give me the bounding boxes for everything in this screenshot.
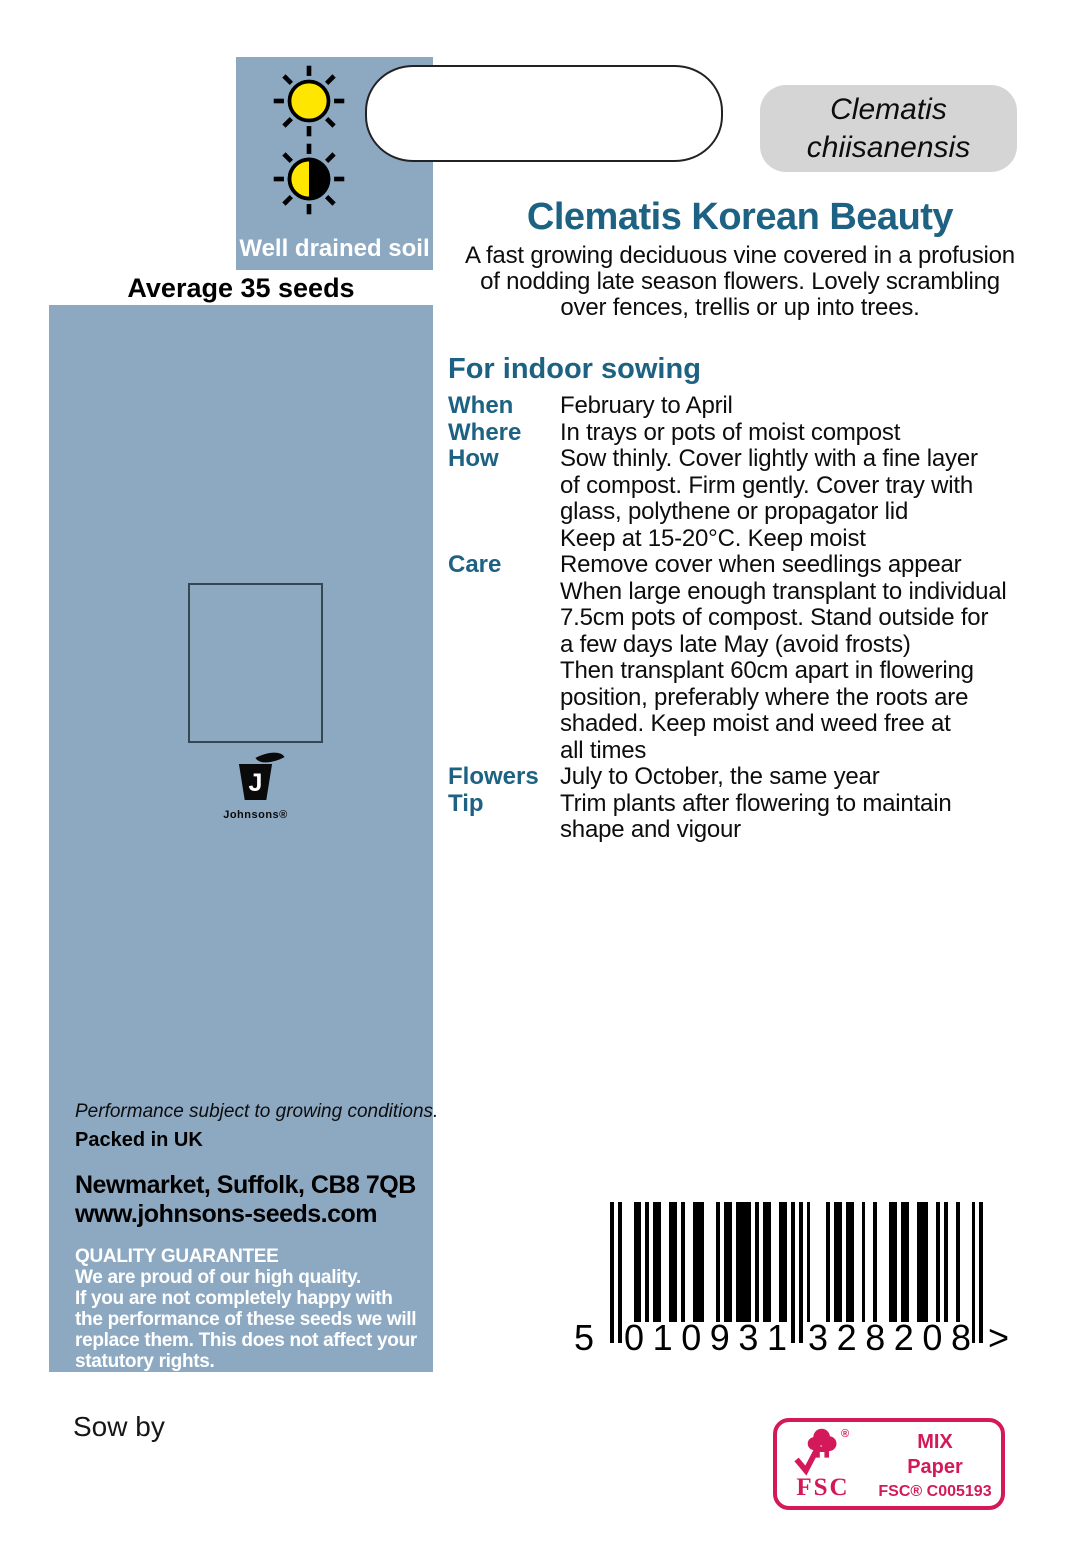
info-line: When large enough transplant to individual <box>560 577 1007 605</box>
info-value <box>560 791 1058 844</box>
info-row <box>448 552 1058 764</box>
description <box>440 243 1040 321</box>
barcode-digit: 2 <box>893 1317 914 1358</box>
info-line: Remove cover when seedlings appear <box>560 551 962 578</box>
barcode-bar <box>645 1202 649 1322</box>
barcode-bar <box>799 1202 803 1343</box>
barcode-bar <box>755 1202 759 1322</box>
info-line: shaded. Keep moist and weed free at <box>560 710 951 737</box>
barcode-digits-right <box>808 1318 971 1358</box>
barcode-bar <box>673 1202 677 1322</box>
barcode-suffix: > <box>988 1317 1010 1358</box>
barcode-bar <box>924 1202 928 1322</box>
info-row <box>448 791 1058 844</box>
info-label: Flowers <box>448 763 539 790</box>
info-line: July to October, the same year <box>560 763 880 790</box>
description-line: A fast growing deciduous vine covered in a profusion <box>465 242 1015 269</box>
species-name-box <box>760 85 1017 172</box>
info-value <box>560 393 1058 420</box>
barcode-digit: 2 <box>836 1317 857 1358</box>
info-line: a few days late May (avoid frosts) <box>560 630 911 658</box>
johnsons-initial: J <box>248 769 263 797</box>
barcode-digit: 9 <box>709 1317 730 1358</box>
full-sun-icon <box>270 62 348 140</box>
johnsons-pot-icon <box>238 760 274 800</box>
info-line: 7.5cm pots of compost. Stand outside for <box>560 604 989 631</box>
barcode-bar <box>681 1202 685 1322</box>
sowing-section-heading: For indoor sowing <box>448 353 701 385</box>
quality-line: statutory rights. <box>75 1351 215 1372</box>
barcode-bar <box>850 1202 854 1322</box>
info-value <box>560 552 1058 764</box>
fsc-tree-check-icon <box>791 1426 843 1478</box>
flower-photo-large <box>49 57 236 270</box>
info-label: Tip <box>448 789 484 817</box>
description-line: over fences, trellis or up into trees. <box>560 294 920 321</box>
performance-note: Performance subject to growing conditions. <box>75 1101 439 1122</box>
flower-photo-small <box>188 583 323 743</box>
info-line: Keep at 15-20°C. Keep moist <box>560 524 866 552</box>
barcode-bar <box>618 1202 622 1343</box>
fsc-mark <box>777 1422 869 1506</box>
info-line: February to April <box>560 392 733 419</box>
website-url: www.johnsons-seeds.com <box>75 1200 378 1228</box>
info-line: Then transplant 60cm apart in flowering <box>560 657 974 684</box>
soil-label: Well drained soil <box>239 235 430 262</box>
barcode-digit: 3 <box>808 1317 829 1358</box>
barcode-bar <box>826 1202 830 1322</box>
info-value <box>560 764 1058 791</box>
barcode <box>574 1202 1010 1362</box>
fsc-registered-mark: ® <box>841 1428 850 1440</box>
johnsons-brand-name: Johnsons® <box>223 809 288 821</box>
barcode-bar <box>716 1202 720 1322</box>
barcode-digit: 0 <box>922 1317 943 1358</box>
info-row <box>448 446 1058 552</box>
species-epithet: chiisanensis <box>806 131 971 164</box>
info-line: all times <box>560 736 647 764</box>
barcode-bar <box>700 1202 704 1322</box>
barcode-digit: 8 <box>950 1317 971 1358</box>
fsc-wordmark: FSC <box>796 1474 850 1501</box>
info-line: Sow thinly. Cover lightly with a fine layer <box>560 445 978 472</box>
barcode-digit: 1 <box>652 1317 673 1358</box>
barcode-bar <box>862 1202 866 1322</box>
quality-lines <box>75 1267 427 1372</box>
info-label: Where <box>448 418 522 446</box>
barcode-bar <box>767 1202 771 1322</box>
barcode-digit: 8 <box>865 1317 886 1358</box>
barcode-bar <box>838 1202 842 1322</box>
barcode-bar <box>944 1202 948 1322</box>
info-line: shape and vigour <box>560 816 741 843</box>
fsc-license-code: FSC® C005193 <box>878 1483 992 1500</box>
barcode-bar <box>905 1202 909 1322</box>
page-title: Clematis Korean Beauty <box>526 196 954 238</box>
seed-count-label: Average 35 seeds <box>49 270 433 305</box>
barcode-digit: 3 <box>738 1317 759 1358</box>
barcode-digit: 0 <box>624 1317 645 1358</box>
barcode-bar <box>956 1202 960 1322</box>
barcode-bar <box>873 1202 877 1322</box>
barcode-bar <box>807 1202 811 1322</box>
info-row <box>448 393 1058 420</box>
info-line: of compost. Firm gently. Cover tray with <box>560 471 974 499</box>
info-line: Trim plants after flowering to maintain <box>560 789 952 817</box>
fsc-paper-label: Paper <box>907 1456 963 1478</box>
quality-line: replace them. This does not affect your <box>75 1330 417 1351</box>
packed-in: Packed in UK <box>75 1129 203 1151</box>
barcode-bar <box>610 1202 614 1343</box>
address: Newmarket, Suffolk, CB8 7QB <box>75 1171 416 1199</box>
barcode-digit: 0 <box>681 1317 702 1358</box>
barcode-bar <box>893 1202 897 1322</box>
info-label: When <box>448 392 514 419</box>
info-value <box>560 420 1058 447</box>
barcode-bar <box>783 1202 787 1322</box>
barcode-digits-left <box>624 1318 787 1358</box>
fsc-logo <box>773 1418 1005 1510</box>
info-line: position, preferably where the roots are <box>560 683 969 711</box>
info-label: Care <box>448 551 502 578</box>
barcode-bar <box>728 1202 732 1322</box>
barcode-bar <box>972 1202 976 1343</box>
description-line: of nodding late season flowers. Lovely scrambling <box>480 268 1000 295</box>
quality-line: the performance of these seeds we will <box>75 1309 417 1330</box>
barcode-bar <box>748 1202 752 1322</box>
info-row <box>448 420 1058 447</box>
info-line: glass, polythene or propagator lid <box>560 498 909 525</box>
species-genus: Clematis <box>830 93 947 126</box>
info-label: How <box>448 445 499 472</box>
partial-sun-icon <box>270 140 348 218</box>
barcode-bar <box>657 1202 661 1322</box>
hang-hole <box>365 65 723 162</box>
sowing-info-table <box>448 393 1058 844</box>
johnsons-logo <box>188 760 323 821</box>
barcode-digit: 1 <box>766 1317 787 1358</box>
quality-title: QUALITY GUARANTEE <box>75 1246 279 1267</box>
info-value <box>560 446 1058 552</box>
fsc-mix-label: MIX <box>917 1431 953 1453</box>
sow-by-label: Sow by <box>73 1411 165 1442</box>
barcode-bar <box>979 1202 983 1343</box>
quality-line: If you are not completely happy with <box>75 1288 393 1309</box>
quality-guarantee <box>75 1246 427 1372</box>
fsc-labels <box>869 1422 1001 1506</box>
barcode-bar <box>638 1202 642 1322</box>
left-blue-panel <box>49 305 439 1372</box>
packer-info <box>75 1100 439 1372</box>
quality-line: We are proud of our high quality. <box>75 1267 362 1288</box>
barcode-bar <box>936 1202 940 1322</box>
barcode-digit-first: 5 <box>574 1317 595 1358</box>
info-line: In trays or pots of moist compost <box>560 418 901 446</box>
barcode-bar <box>791 1202 795 1343</box>
info-row <box>448 764 1058 791</box>
